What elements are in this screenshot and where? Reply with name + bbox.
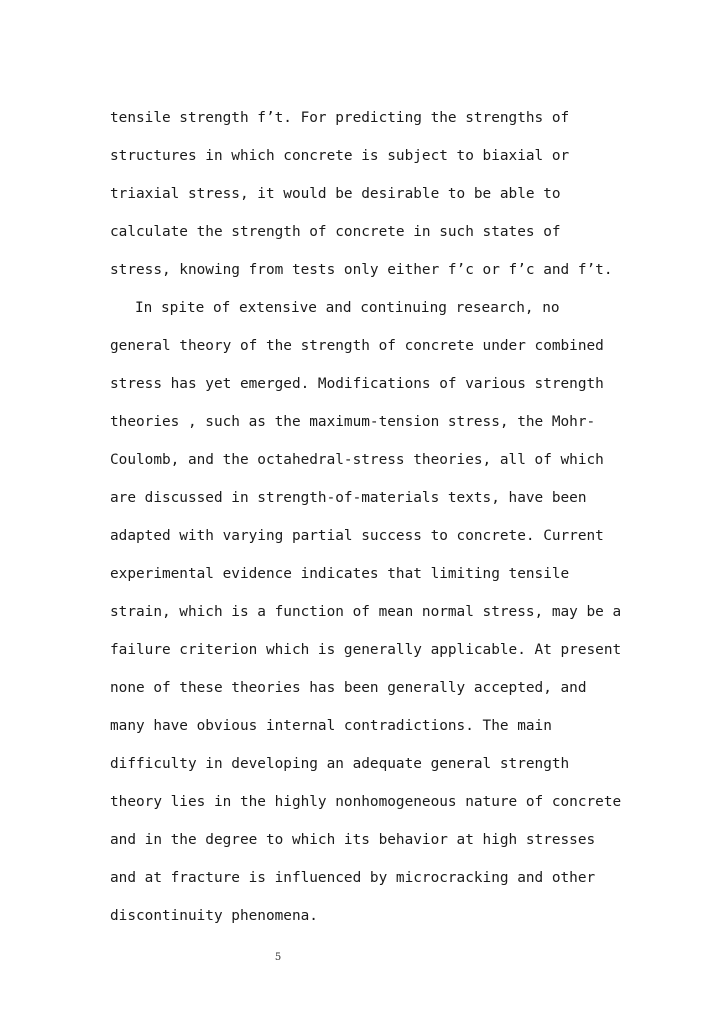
body-text (110, 104, 620, 940)
text-line: stress, knowing from tests only either f’c or f’c and f’t. (110, 262, 613, 278)
text-line: and in the degree to which its behavior at high stresses (110, 832, 596, 848)
text-line: discontinuity phenomena. (110, 908, 318, 924)
text-line: theory lies in the highly nonhomogeneous nature of concrete (110, 794, 622, 810)
text-line: none of these theories has been generally accepted, and (110, 680, 587, 696)
text-line: are discussed in strength-of-materials texts, have been (110, 490, 587, 506)
text-line: tensile strength f’t. For predicting the strengths of (110, 110, 570, 126)
text-line: stress has yet emerged. Modifications of various strength (110, 376, 604, 392)
text-line: theories , such as the maximum-tension stress, the Mohr- (110, 414, 596, 430)
text-line: adapted with varying partial success to concrete. Current (110, 528, 604, 544)
text-line: difficulty in developing an adequate general strength (110, 756, 570, 772)
text-line: general theory of the strength of concrete under combined (110, 338, 604, 354)
text-line: failure criterion which is generally applicable. At present (110, 642, 622, 658)
text-line: calculate the strength of concrete in such states of (110, 224, 561, 240)
text-line: Coulomb, and the octahedral-stress theories, all of which (110, 452, 604, 468)
text-line: structures in which concrete is subject to biaxial or (110, 148, 570, 164)
text-line: experimental evidence indicates that limiting tensile (110, 566, 570, 582)
text-line: many have obvious internal contradictions. The main (110, 718, 552, 734)
text-line: and at fracture is influenced by microcracking and other (110, 870, 596, 886)
page-number: 5 (274, 952, 282, 963)
text-line: strain, which is a function of mean normal stress, may be a (110, 604, 622, 620)
paragraph-start-line: In spite of extensive and continuing research, no (135, 300, 560, 316)
text-line: triaxial stress, it would be desirable to be able to (110, 186, 561, 202)
